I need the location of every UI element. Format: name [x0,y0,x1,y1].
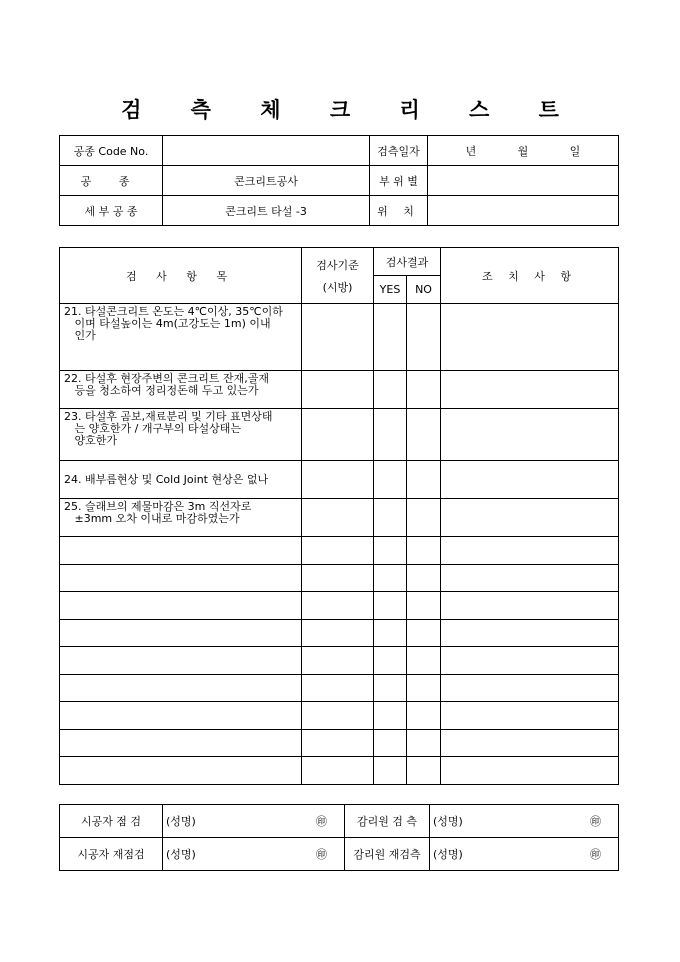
item-cell: 25. 슬래브의 제물마감은 3m 직선자로 ±3mm 오차 이내로 마감하였는가 [60,499,302,537]
seal-icon: ㊞ [316,815,327,828]
no-cell[interactable] [407,461,441,499]
yes-cell[interactable] [374,674,407,702]
item-cell [60,729,302,757]
col-header-action: 조 치 사 항 [441,248,619,304]
standard-sub-label: (시방) [322,280,353,294]
header-row-detail [60,196,619,226]
table-row [60,757,619,785]
table-row [60,564,619,592]
standard-cell[interactable] [302,304,374,371]
action-cell[interactable] [441,461,619,499]
no-cell[interactable] [407,304,441,371]
no-cell[interactable] [407,674,441,702]
table-row [60,647,619,675]
no-cell[interactable] [407,619,441,647]
code-value[interactable] [163,136,370,166]
item-cell: 22. 타설후 현장주변의 콘크리트 잔재,골재 등을 청소하여 정리정돈해 두고 있는가 [60,371,302,409]
table-row [60,499,619,537]
no-cell[interactable] [407,371,441,409]
standard-cell[interactable] [302,619,374,647]
yes-cell[interactable] [374,499,407,537]
standard-cell[interactable] [302,592,374,620]
inspection-table [59,247,619,785]
standard-cell[interactable] [302,757,374,785]
standard-cell[interactable] [302,647,374,675]
standard-cell[interactable] [302,409,374,461]
work-type-label: 공 종 [60,166,163,196]
standard-cell[interactable] [302,674,374,702]
contractor-check-label: 시공자 점 검 [60,805,163,838]
code-label: 공종 Code No. [60,136,163,166]
action-cell[interactable] [441,371,619,409]
supervisor-recheck-sign[interactable] [430,838,619,871]
item-cell: 23. 타설후 곰보,재료분리 및 기타 표면상태 는 양호한가 / 개구부의 타설상태는 양호한가 [60,409,302,461]
action-cell[interactable] [441,592,619,620]
table-row [60,537,619,565]
location-value[interactable] [428,196,619,226]
no-cell[interactable] [407,592,441,620]
year-label: 년 [465,144,477,158]
item-cell [60,674,302,702]
action-cell[interactable] [441,647,619,675]
no-cell[interactable] [407,647,441,675]
yes-cell[interactable] [374,702,407,730]
action-cell[interactable] [441,564,619,592]
yes-cell[interactable] [374,409,407,461]
no-cell[interactable] [407,729,441,757]
col-header-result: 검사결과 [374,248,441,276]
header-row-code [60,136,619,166]
yes-cell[interactable] [374,564,407,592]
seal-icon: ㊞ [590,815,601,828]
no-cell[interactable] [407,702,441,730]
table-row [60,674,619,702]
part-label: 부 위 별 [370,166,428,196]
col-header-item: 검 사 항 목 [60,248,302,304]
contractor-recheck-label: 시공자 재점검 [60,838,163,871]
signature-table [59,804,619,871]
action-cell[interactable] [441,702,619,730]
detail-work-label: 세 부 공 종 [60,196,163,226]
contractor-recheck-sign[interactable] [163,838,345,871]
standard-cell[interactable] [302,537,374,565]
page-title: 검 측 체 크 리 스 트 [121,97,580,122]
no-cell[interactable] [407,409,441,461]
signature-row-1 [60,805,619,838]
col-header-standard [302,248,374,304]
seal-icon: ㊞ [590,848,601,861]
yes-cell[interactable] [374,304,407,371]
standard-cell[interactable] [302,371,374,409]
standard-cell[interactable] [302,702,374,730]
item-cell [60,702,302,730]
action-cell[interactable] [441,674,619,702]
action-cell[interactable] [441,757,619,785]
no-cell[interactable] [407,757,441,785]
no-cell[interactable] [407,564,441,592]
action-cell[interactable] [441,499,619,537]
action-cell[interactable] [441,537,619,565]
supervisor-recheck-label: 감리원 재검측 [345,838,430,871]
name-label: (성명) [433,848,463,861]
name-label: (성명) [433,815,463,828]
table-row [60,371,619,409]
signature-row-2 [60,838,619,871]
contractor-check-sign[interactable] [163,805,345,838]
supervisor-check-sign[interactable] [430,805,619,838]
col-header-yes: YES [374,276,407,304]
detail-work-value[interactable]: 콘크리트 타설 -3 [163,196,370,226]
date-label: 검측일자 [370,136,428,166]
yes-cell[interactable] [374,461,407,499]
no-cell[interactable] [407,537,441,565]
table-row [60,304,619,371]
header-table [59,135,619,226]
yes-cell[interactable] [374,537,407,565]
yes-cell[interactable] [374,729,407,757]
month-label: 월 [517,144,529,158]
item-cell: 21. 타설콘크리트 온도는 4℃이상, 35℃이하 이며 타설높이는 4m(고강도는 1m) 이내 인가 [60,304,302,371]
standard-cell[interactable] [302,564,374,592]
col-header-no: NO [407,276,441,304]
item-cell [60,757,302,785]
yes-cell[interactable] [374,592,407,620]
item-cell [60,647,302,675]
name-label: (성명) [166,815,196,828]
item-cell [60,564,302,592]
yes-cell[interactable] [374,757,407,785]
standard-cell[interactable] [302,461,374,499]
table-row [60,409,619,461]
action-cell[interactable] [441,304,619,371]
item-cell [60,537,302,565]
yes-cell[interactable] [374,371,407,409]
yes-cell[interactable] [374,647,407,675]
yes-cell[interactable] [374,619,407,647]
name-label: (성명) [166,848,196,861]
action-cell[interactable] [441,729,619,757]
day-label: 일 [569,144,581,158]
date-value[interactable] [428,136,619,166]
item-cell [60,592,302,620]
seal-icon: ㊞ [316,848,327,861]
table-row [60,461,619,499]
location-label: 위 치 [370,196,428,226]
item-cell [60,619,302,647]
table-row [60,702,619,730]
table-row [60,592,619,620]
part-value[interactable] [428,166,619,196]
action-cell[interactable] [441,619,619,647]
item-cell: 24. 배부름현상 및 Cold Joint 현상은 없나 [60,461,302,499]
standard-label: 검사기준 [316,258,359,272]
supervisor-check-label: 감리원 검 측 [345,805,430,838]
action-cell[interactable] [441,409,619,461]
work-type-value[interactable]: 콘크리트공사 [163,166,370,196]
no-cell[interactable] [407,499,441,537]
header-row-work [60,166,619,196]
standard-cell[interactable] [302,499,374,537]
table-row [60,619,619,647]
table-row [60,729,619,757]
standard-cell[interactable] [302,729,374,757]
